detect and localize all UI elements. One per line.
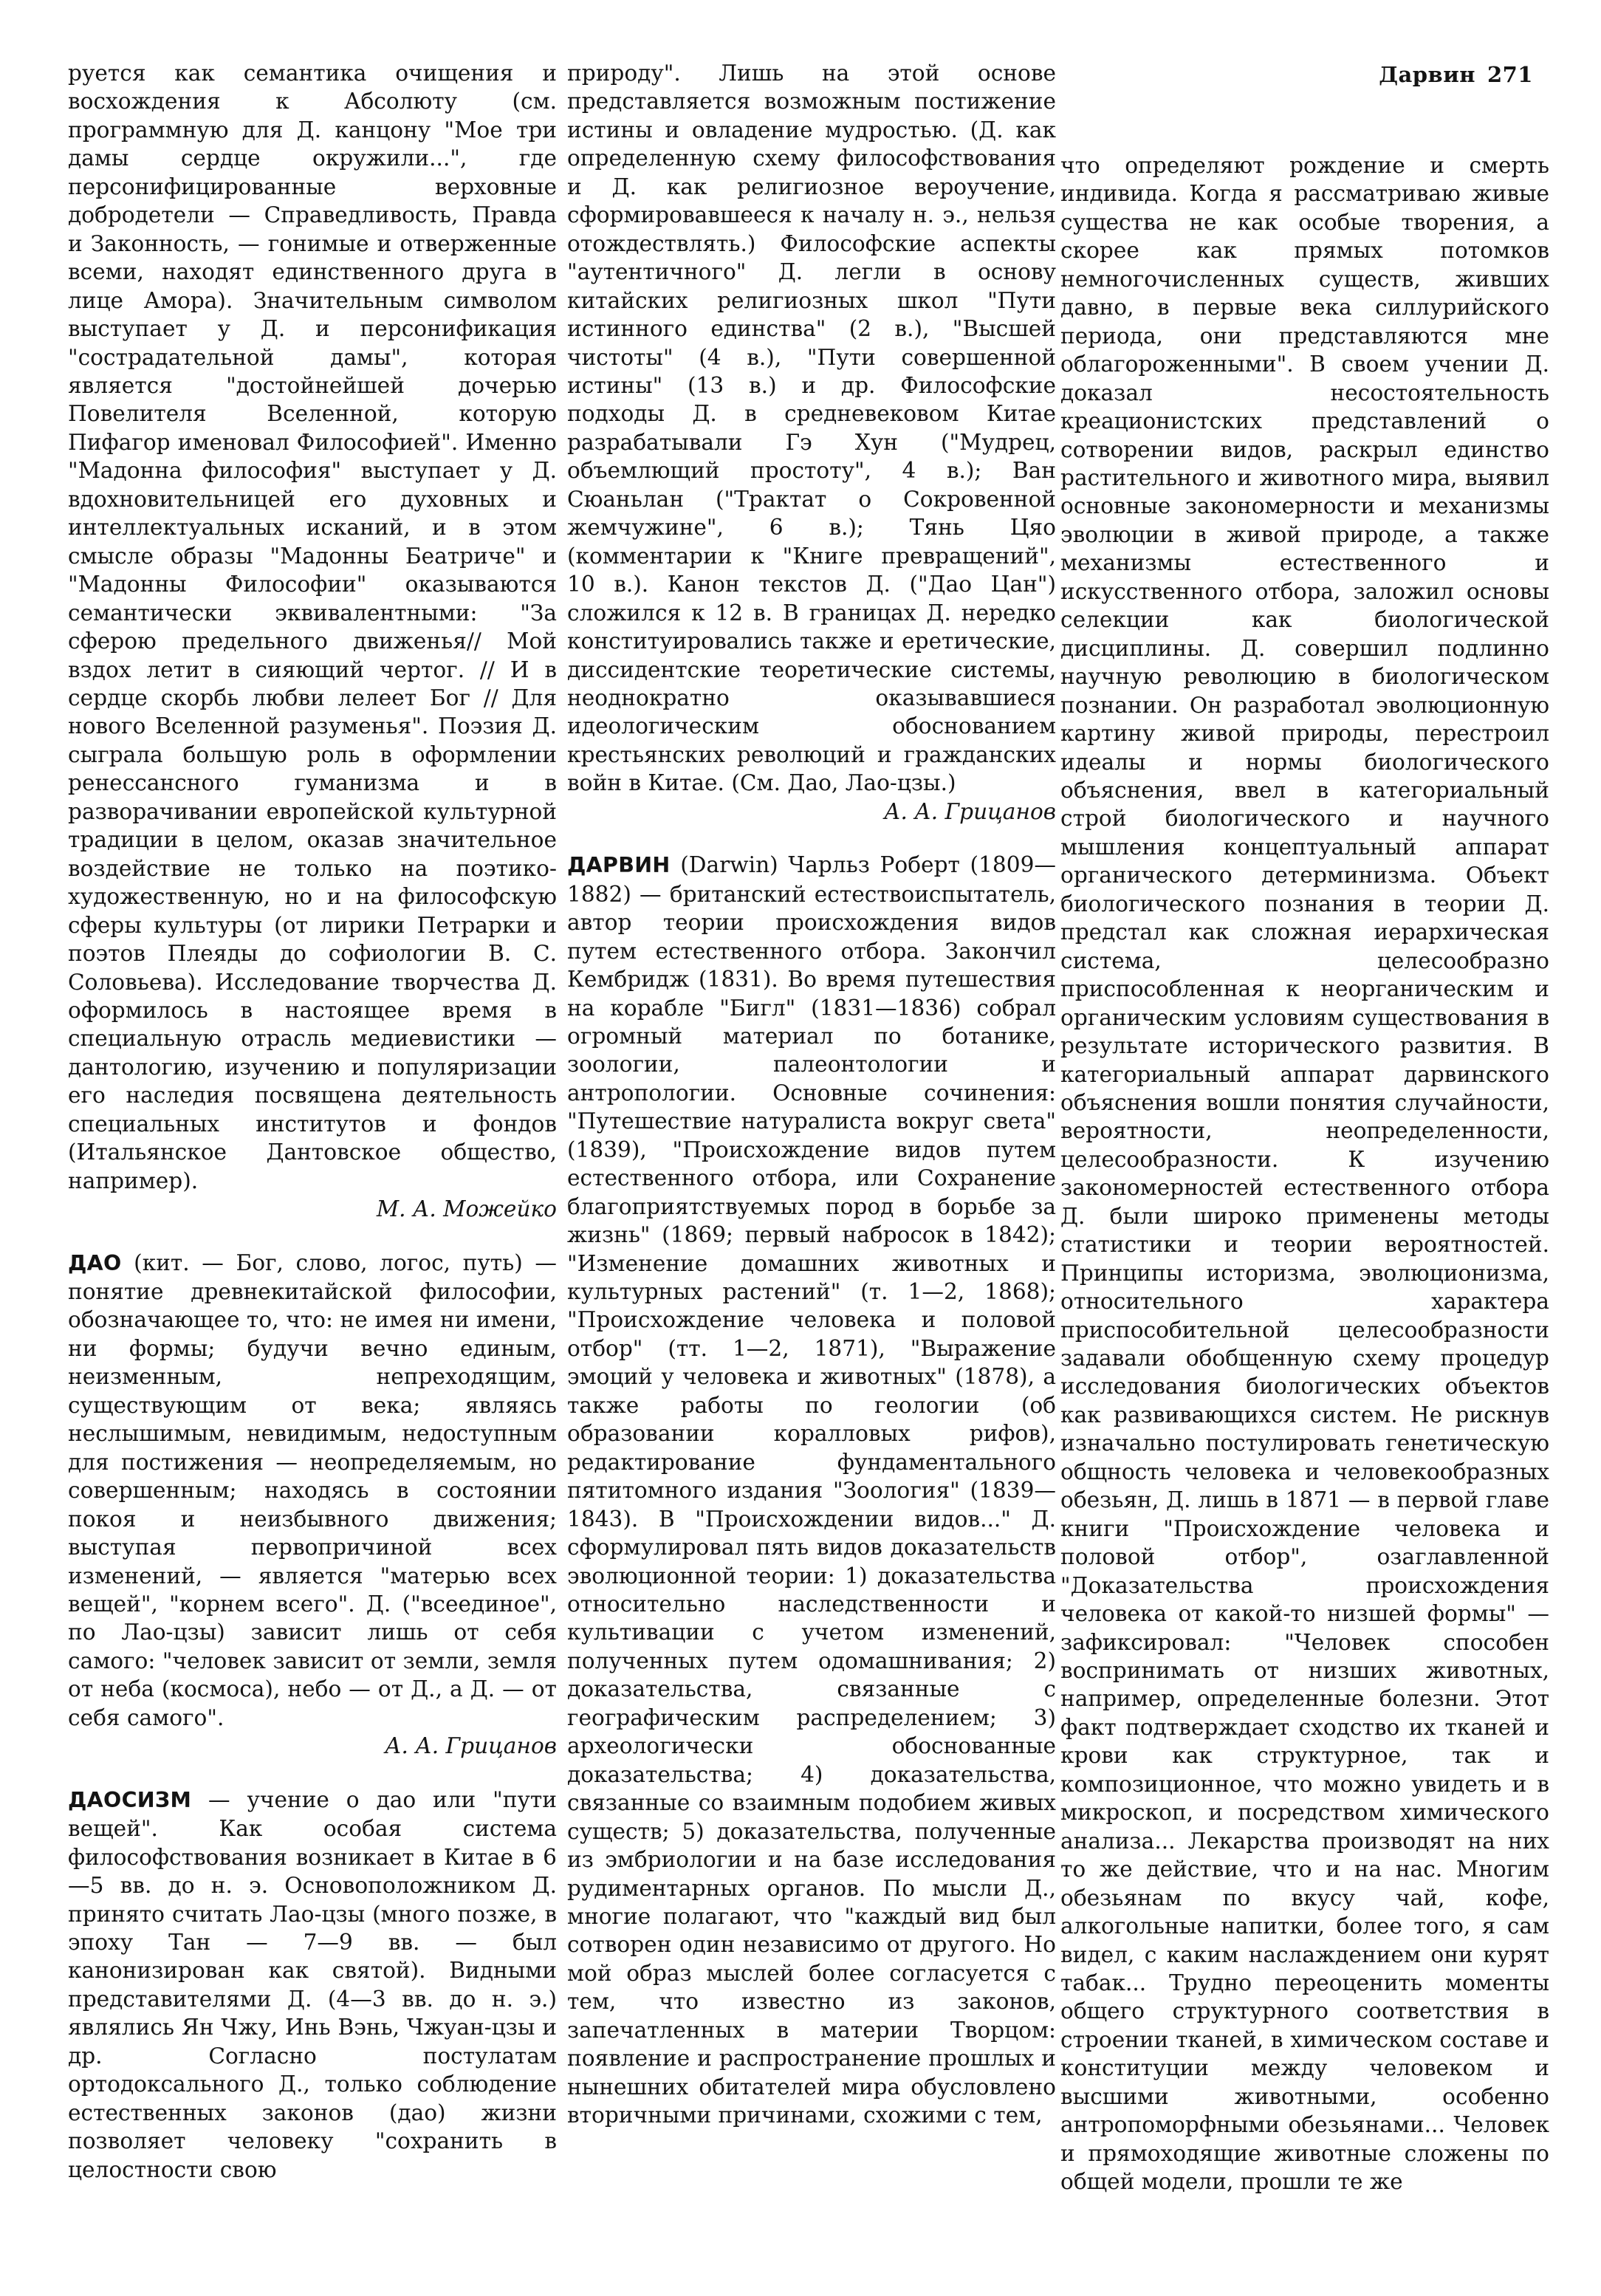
darwin-entry (567, 851, 1056, 2129)
darwin-entry-text: (Darwin) Чарльз Роберт (1809—1882) — британский естествоиспытатель, автор теории происхождения видов путем естественного отбора. Закончил Кембридж (1831). Во время путешествия на корабле "Бигл" (1831—1836) собрал огромный материал по ботанике, зоологии, палеонтологии и антропологии. Основные сочинения: "Путешествие натуралиста вокруг света" (1839), "Происхождение видов путем естественного отбора, или Сохранение благоприятствуемых пород в борьбе за жизнь" (1869; первый набросок в 1842); "Изменение домашних животных и культурных растений" (т. 1—2, 1868); "Происхождение человека и половой отбор" (тт. 1—2, 1871), "Выражение эмоций у человека и животных" (1878), а также работы по геологии (об образовании коралловых рифов), редактирование фундаментального пятитомного издания "Зоология" (1839—1843). В "Происхождении видов..." Д. сформулировал пять видов доказательств эволюционной теории: 1) доказательства относительно наследственности и культивации с учетом изменений, полученных путем одомашнивания; 2) доказательства, связанные с географическим распределением; 3) археологически обоснованные доказательства; 4) доказательства, связанные со взаимным подобием живых существ; 5) доказательства, полученные из эмбриологии и на базе исследования рудиментарных органов. По мысли Д., многие полагают, что "каждый вид был сотворен один независимо от другого. Но мой образ мыслей более согласуется с тем, что известно из законов, запечатленных в материи Творцом: появление и распространение прошлых и нынешних обитателей мира обусловлено вторичными причинами, схожими с тем, (567, 852, 1056, 2128)
dante-entry-author: М. А. Можейко (376, 1196, 557, 1222)
page-number: 271 (1487, 62, 1533, 87)
dao-headword: ДАО (68, 1250, 122, 1275)
dao-entry-author: А. А. Грицанов (385, 1733, 557, 1759)
dante-entry-continuation: руется как семантика очищения и восхождения к Абсолюту (см. программную для Д. канцону "Мое три дамы сердце окружили...", где персонифицированные верховные добродетели — Справедливость, Правда и Законность, — гонимые и отверженные всеми, находят единственного друга в лице Амора). Значительным символом выступает у Д. и персонификация "сострадательной дамы", которая является "достойнейшей дочерью Повелителя Вселенной, которую Пифагор именовал Философией". Именно "Мадонна философия" выступает у Д. вдохновительницей его духовных и интеллектуальных исканий, и в этом смысле образы "Мадонны Беатриче" и "Мадонны Философии" оказываются семантически эквивалентными: "За сферою предельного движенья// Мой вздох летит в сияющий чертог. // И в сердце скорбь любви лелеет Бог // Для нового Вселенной разуменья". Поэзия Д. сыграла большую роль в оформлении ренессансного гуманизма и в разворачивании европейской культурной традиции в целом, оказав значительное воздействие не только на поэтико-художественную, но и на философскую сферы культуры (от лирики Петрарки и поэтов Плеяды до софиологии В. С. Соловьева). Исследование творчества Д. оформилось в настоящее время в специальную отрасль медиевистики — дантологию, изучению и популяризации его наследия посвящена деятельность специальных институтов и фондов (Итальянское Дантовское общество, например). (68, 61, 557, 1193)
column-3 (1060, 151, 1549, 2196)
daoism-entry-continuation: природу". Лишь на этой основе представляется возможным постижение истины и овладение мудростью. (Д. как определенную схему философствования и Д. как религиозное вероучение, сформировавшееся к началу н. э., нельзя отождествлять.) Философские аспекты "аутентичного" Д. легли в основу китайских религиозных школ "Пути истинного единства" (2 в.), "Высшей чистоты" (4 в.), "Пути совершенной истины" (13 в.) и др. Философские подходы Д. в средневековом Китае разрабатывали Гэ Хун ("Мудрец, объемлющий простоту", 4 в.); Ван Сюаньлан ("Трактат о Сокровенной жемчужине", 6 в.); Тянь Цяо (комментарии к "Книге превращений", 10 в.). Канон текстов Д. ("Дао Цан") сложился к 12 в. В границах Д. нередко конституировались также и еретические, диссидентские теоретические системы, неоднократно оказывавшиеся идеологическим обоснованием крестьянских революций и гражданских войн в Китае. (См. Дао, Лао-цзы.) (567, 61, 1056, 796)
daoism-entry (68, 1786, 557, 2184)
running-header (1379, 62, 1533, 87)
daoism-entry-text: — учение о дао или "пути вещей". Как особая система философствования возникает в Китае в 6—5 вв. до н. э. Основоположником Д. принято считать Лао-цзы (много позже, в эпоху Тан — 7—9 вв. — был канонизирован как святой). Видными представителями Д. (4—3 вв. до н. э.) являлись Ян Чжу, Инь Вэнь, Чжуан-цзы и др. Согласно постулатам ортодоксального Д., только соблюдение естественных законов (дао) жизни позволяет человеку "сохранить в целостности свою (68, 1786, 557, 2182)
column-2 (567, 59, 1056, 2130)
dao-entry-text: (кит. — Бог, слово, логос, путь) — понятие древнекитайской философии, обозначающее то, что: не имея ни имени, ни формы; будучи вечно единым, неизменным, непреходящим, существующим от века; являясь неслышимым, невидимым, недоступным для постижения — неопределяемым, но совершенным; находясь в состоянии покоя и неизбывного движения; выступая первопричиной всех изменений, — является "матерью всех вещей", "корнем всего". Д. ("всеединое", по Лао-цзы) зависит лишь от себя самого: "человек зависит от земли, земля от неба (космоса), небо — от Д., а Д. — от себя самого". (68, 1250, 557, 1730)
daoism-entry-author: А. А. Грицанов (884, 798, 1056, 824)
daoism-headword: ДАОСИЗМ (68, 1787, 192, 1812)
darwin-entry-continuation: что определяют рождение и смерть индивида. Когда я рассматриваю живые существа не как особые творения, а скорее как прямых потомков немногочисленных существ, живших давно, в первые века силлурийского периода, они представляются мне облагороженными". В своем учении Д. доказал несостоятельность креационистских представлений о сотворении видов, раскрыл единство растительного и животного мира, выявил основные закономерности и механизмы эволюции в живой природе, а также механизмы естественного и искусственного отбора, заложил основы селекции как биологической дисциплины. Д. совершил подлинно научную революцию в биологическом познании. Он разработал эволюционную картину живой природы, перестроил идеалы и нормы биологического объяснения, ввел в категориальный строй биологического и научного мышления концептуальный аппарат органического детерминизма. Объект биологического познания в теории Д. предстал как сложная иерархическая система, целесообразно приспособленная к неорганическим и органическим условиям существования в результате исторического развития. В категориальный аппарат дарвинского объяснения вошли понятия случайности, вероятности, неопределенности, целесообразности. К изучению закономерностей естественного отбора Д. были широко применены методы статистики и теории вероятностей. Принципы историзма, эволюционизма, относительного характера приспособительной целесообразности задавали обобщенную схему процедур исследования биологических объектов как развивающихся систем. Не рискнув изначально постулировать генетическую общность человека и человекообразных обезьян, Д. лишь в 1871 — в первой главе книги "Происхождение человека и половой отбор", озаглавленной "Доказательства происхождения человека от какой-то низшей формы" — зафиксировал: "Человек способен воспринимать от низших животных, например, определенные болезни. Этот факт подтверждает сходство их тканей и крови как структурное, так и композиционное, что можно увидеть и в микроскоп, и посредством химического анализа... Лекарства производят на них то же действие, что и на нас. Многим обезьянам по вкусу чай, кофе, алкогольные напитки, более того, я сам видел, с каким наслаждением они курят табак... Трудно переоценить моменты общего структурного соответствия в строении тканей, в химическом составе и конституции между человеком и высшими животными, особенно антропоморфными обезьянами... Человек и прямоходящие животные сложены по общей модели, прошли те же (1060, 153, 1549, 2195)
dao-entry (68, 1249, 557, 1733)
column-1 (68, 59, 557, 2184)
darwin-headword: ДАРВИН (567, 853, 671, 878)
running-header-title: Дарвин (1379, 62, 1475, 87)
